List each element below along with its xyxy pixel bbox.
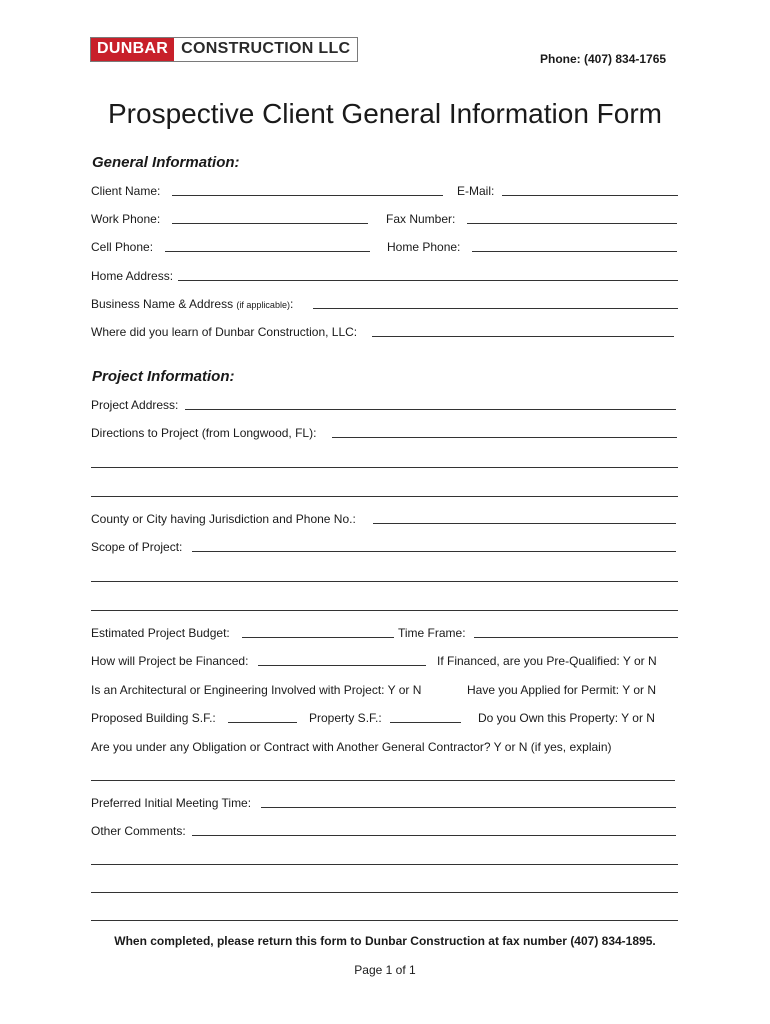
business-name-label [91, 297, 293, 312]
client-name-field[interactable] [172, 195, 443, 196]
directions-field-line-3[interactable] [91, 496, 678, 497]
directions-label: Directions to Project (from Longwood, FL): [91, 426, 317, 440]
page-title: Prospective Client General Information Form [108, 98, 662, 129]
general-info-heading: General Information: [92, 154, 240, 171]
return-instructions: When completed, please return this form to Dunbar Construction at fax number (407) 834-1895. [114, 934, 656, 948]
permit-label[interactable]: Have you Applied for Permit: Y or N [467, 683, 656, 697]
learn-about-field[interactable] [372, 336, 674, 337]
project-info-heading: Project Information: [92, 368, 235, 385]
business-name-note: (if applicable) [236, 300, 290, 310]
directions-field-line-2[interactable] [91, 467, 678, 468]
other-comments-label: Other Comments: [91, 824, 186, 838]
work-phone-label: Work Phone: [91, 212, 161, 226]
home-address-label: Home Address: [91, 269, 174, 283]
budget-field[interactable] [242, 637, 394, 638]
obligation-label[interactable]: Are you under any Obligation or Contract with Another General Contractor? Y or N (if yes, explain) [91, 740, 612, 754]
project-address-field[interactable] [185, 409, 676, 410]
obligation-explain-field[interactable] [91, 780, 675, 781]
scope-field[interactable] [192, 551, 676, 552]
client-name-label: Client Name: [91, 184, 161, 198]
logo-dunbar: DUNBAR [91, 38, 174, 61]
other-comments-field[interactable] [192, 835, 676, 836]
meeting-time-label: Preferred Initial Meeting Time: [91, 796, 252, 810]
financed-label: How will Project be Financed: [91, 654, 249, 668]
page-number: Page 1 of 1 [354, 963, 416, 977]
financed-field[interactable] [258, 665, 426, 666]
prequalified-label[interactable]: If Financed, are you Pre-Qualified: Y or N [437, 654, 657, 668]
email-label: E-Mail: [457, 184, 495, 198]
other-comments-line-4[interactable] [91, 920, 678, 921]
other-comments-line-2[interactable] [91, 864, 678, 865]
time-frame-field[interactable] [474, 637, 678, 638]
email-field[interactable] [502, 195, 678, 196]
cell-phone-label: Cell Phone: [91, 240, 154, 254]
time-frame-label: Time Frame: [398, 626, 466, 640]
company-logo [90, 37, 358, 62]
property-sf-field[interactable] [390, 722, 461, 723]
building-sf-field[interactable] [228, 722, 297, 723]
fax-number-label: Fax Number: [386, 212, 456, 226]
header-phone: Phone: (407) 834-1765 [540, 52, 667, 66]
project-address-label: Project Address: [91, 398, 179, 412]
cell-phone-field[interactable] [165, 251, 370, 252]
home-address-field[interactable] [178, 280, 678, 281]
directions-field[interactable] [332, 437, 677, 438]
county-label: County or City having Jurisdiction and Phone No.: [91, 512, 356, 526]
learn-about-label: Where did you learn of Dunbar Construction, LLC: [91, 325, 358, 339]
building-sf-label: Proposed Building S.F.: [91, 711, 216, 725]
budget-label: Estimated Project Budget: [91, 626, 230, 640]
other-comments-line-3[interactable] [91, 892, 678, 893]
property-sf-label: Property S.F.: [309, 711, 382, 725]
scope-field-line-2[interactable] [91, 581, 678, 582]
fax-number-field[interactable] [467, 223, 677, 224]
county-field[interactable] [373, 523, 676, 524]
scope-label: Scope of Project: [91, 540, 183, 554]
home-phone-field[interactable] [472, 251, 677, 252]
business-name-field[interactable] [313, 308, 678, 309]
business-name-colon: : [289, 297, 294, 311]
logo-construction: CONSTRUCTION LLC [174, 38, 357, 61]
work-phone-field[interactable] [172, 223, 368, 224]
business-name-text: Business Name & Address [91, 297, 234, 311]
scope-field-line-3[interactable] [91, 610, 678, 611]
home-phone-label: Home Phone: [387, 240, 461, 254]
own-property-label[interactable]: Do you Own this Property: Y or N [478, 711, 655, 725]
architect-label[interactable]: Is an Architectural or Engineering Involved with Project: Y or N [91, 683, 422, 697]
meeting-time-field[interactable] [261, 807, 676, 808]
